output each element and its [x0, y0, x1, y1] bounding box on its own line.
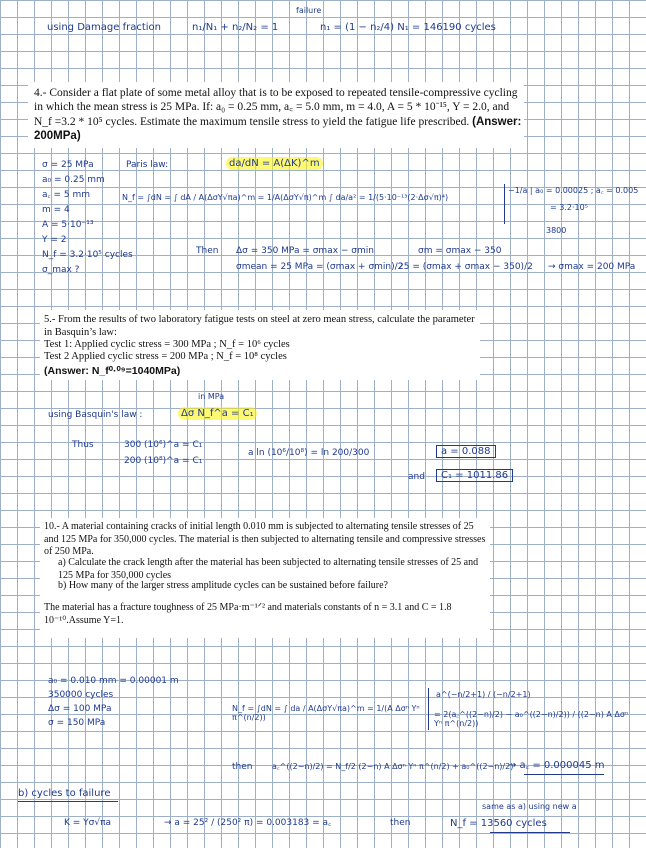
critical-crack-equation: → a = 25² / (250² π) = 0.003183 = a꜀ — [164, 818, 332, 828]
label-underline — [18, 801, 118, 802]
solve-step-2: 25 = (σmax + σmax − 350)/2 — [398, 262, 533, 272]
integral-value: = 3.2·10⁵ — [550, 203, 588, 212]
damage-fraction-equation: n₁/N₁ + n₂/N₂ = 1 — [192, 22, 279, 33]
bracket-value: 3800 — [546, 226, 567, 235]
c-result: C₁ = 1011.86 — [436, 469, 513, 482]
a-result: a = 0.088 — [436, 445, 496, 458]
crack-length-equation: a꜀^((2−n)/2) = N_f/2 (2−n) A Δσⁿ Yⁿ π^(n/2) + a₀^((2−n)/2) — [272, 762, 514, 771]
problem-4-text: 4.- Consider a flat plate of some metal alloy that is to be exposed to repeated tensile-compressive cycling in which the mean stress is 25 MPa. If: a₀ = 0.25 mm, a꜀ = 5.0 mm, m = 4.0, A = 5 * 10⁻¹⁵, Y = 2.0, and N_f =3.2 * 10⁵ cycles. Estimate the maximum tensile stress to yield the fatigue life prescribed. — [34, 87, 518, 128]
test-1-line: Test 1: Applied cyclic stress = 300 MPa ; N_f = 10⁶ cycles — [44, 339, 290, 350]
problem-4-panel — [28, 82, 524, 148]
then-label-10: then — [232, 762, 253, 772]
basquin-equation: Δσ N_f^a = C₁ — [178, 407, 257, 420]
bracket-mark — [504, 184, 505, 224]
unit-note: in MPa — [198, 392, 225, 401]
damage-fraction-label: using Damage fraction — [47, 22, 161, 33]
problem-5-text: 5.- From the results of two laboratory fatigue tests on steel at zero mean stress, calculate the parameter in Basquin’s law: — [44, 314, 475, 339]
given-item: Y = 2 — [42, 235, 67, 245]
given-item: A = 5·10⁻¹³ — [42, 220, 94, 230]
given-item: Δσ = 100 MPa — [48, 704, 112, 714]
paris-integral: N_f = ∫dN = ∫ dA / A(ΔσY√πa)^m = 1/A(ΔσY√π)^m ∫ da/a² = 1/(5·10⁻¹³(2·Δσ√π)⁴) — [122, 193, 449, 202]
given-item: a₀ = 0.25 mm — [42, 175, 105, 185]
problem-5-panel — [40, 310, 480, 380]
integral-bracket: −1/a | a₀ = 0.00025 ; a꜀ = 0.005 — [508, 186, 639, 195]
integral-rhs: = 2(a꜀^((2−n)/2) − a₀^((2−n)/2)) / ((2−n) A Δσⁿ Yⁿ π^(n/2)) — [434, 710, 629, 729]
problem-10-panel — [40, 518, 490, 638]
given-item: a꜀ = 5 mm — [42, 190, 91, 200]
given-item: σ = 25 MPa — [42, 160, 94, 170]
mean-stress-equation: σmean = 25 MPa = (σmax + σmin)/2 — [236, 262, 404, 272]
same-note: same as a) using new a — [482, 802, 577, 811]
failure-note: failure — [296, 6, 322, 15]
cycles-result-10: N_f = 13560 cycles — [450, 818, 547, 829]
given-item: N_f = 3.2·10⁵ cycles — [42, 250, 133, 260]
basquin-eq-1: 300 (10⁶)^a = C₁ — [124, 440, 203, 450]
problem-10-part-b: b) How many of the larger stress amplitude cycles can be sustained before failure? — [58, 580, 388, 591]
given-item: m = 4 — [42, 205, 70, 215]
given-item: σ = 150 MPa — [48, 718, 106, 728]
then-label: Then — [196, 246, 219, 256]
paris-law-equation: da/dN = A(ΔK)^m — [226, 157, 323, 170]
cycles-to-failure-label: b) cycles to failure — [18, 788, 111, 799]
solve-step-1: σm = σmax − 350 — [418, 246, 502, 256]
crack-length-result: → a꜀ = 0.000045 m — [508, 760, 605, 771]
then-label-10b: then — [390, 818, 411, 828]
stress-intensity-equation: K = Yσ√πa — [64, 818, 112, 828]
bracket-mark — [428, 688, 429, 730]
result-underline — [524, 774, 604, 775]
delta-sigma-equation: Δσ = 350 MPa = σmax − σmin — [236, 246, 374, 256]
problem-10-text: 10.- A material containing cracks of initial length 0.010 mm is subjected to alternating tensile stresses of 25 and 125 MPa for 350,000 cycles. The material is then subjected to alternating tensile and compressive stresses of 250 MPa. — [44, 521, 486, 557]
problem-5-answer: (Answer: N_f⁰·⁰⁹=1040MPa) — [44, 365, 181, 377]
final-sigma-max: → σmax = 200 MPa — [548, 262, 636, 272]
test-2-line: Test 2 Applied cyclic stress = 200 MPa ; N_f = 10⁸ cycles — [44, 351, 287, 362]
crack-integral: N_f = ∫dN = ∫ da / A(ΔσY√πa)^m = 1/(A Δσⁿ Yⁿ π^(n/2)) — [232, 704, 420, 723]
problem-4-answer: (Answer: 200MPa) — [34, 115, 522, 143]
problem-10-part-a: a) Calculate the crack length after the material has been subjected to alternating tensile stresses of 25 and 125 MPa for 350,000 cycles — [58, 557, 479, 581]
cycles-result: n₁ = (1 − n₂/4) N₁ = 146190 cycles — [320, 22, 496, 33]
basquin-eq-2: 200 (10⁸)^a = C₁ — [124, 456, 203, 466]
paris-law-label: Paris law: — [126, 160, 169, 170]
nf-underline — [490, 832, 570, 833]
integral-fraction: a^(−n/2+1) / (−n/2+1) — [436, 690, 531, 699]
given-item: a₀ = 0.010 mm = 0.00001 m — [48, 676, 179, 686]
log-equation: a ln (10⁶/10⁸) = ln 200/300 — [248, 448, 370, 458]
given-item: 350000 cycles — [48, 690, 114, 700]
and-label: and — [408, 472, 425, 482]
basquin-label: using Basquin's law : — [48, 410, 143, 420]
problem-10-toughness: The material has a fracture toughness of 25 MPa·m⁻¹ᐟ² and materials constants of n = 3.1 and C = 1.8 10⁻¹⁰.Assume Y=1. — [44, 602, 452, 626]
given-item: σ_max ? — [42, 265, 80, 275]
thus-label: Thus — [72, 440, 94, 450]
